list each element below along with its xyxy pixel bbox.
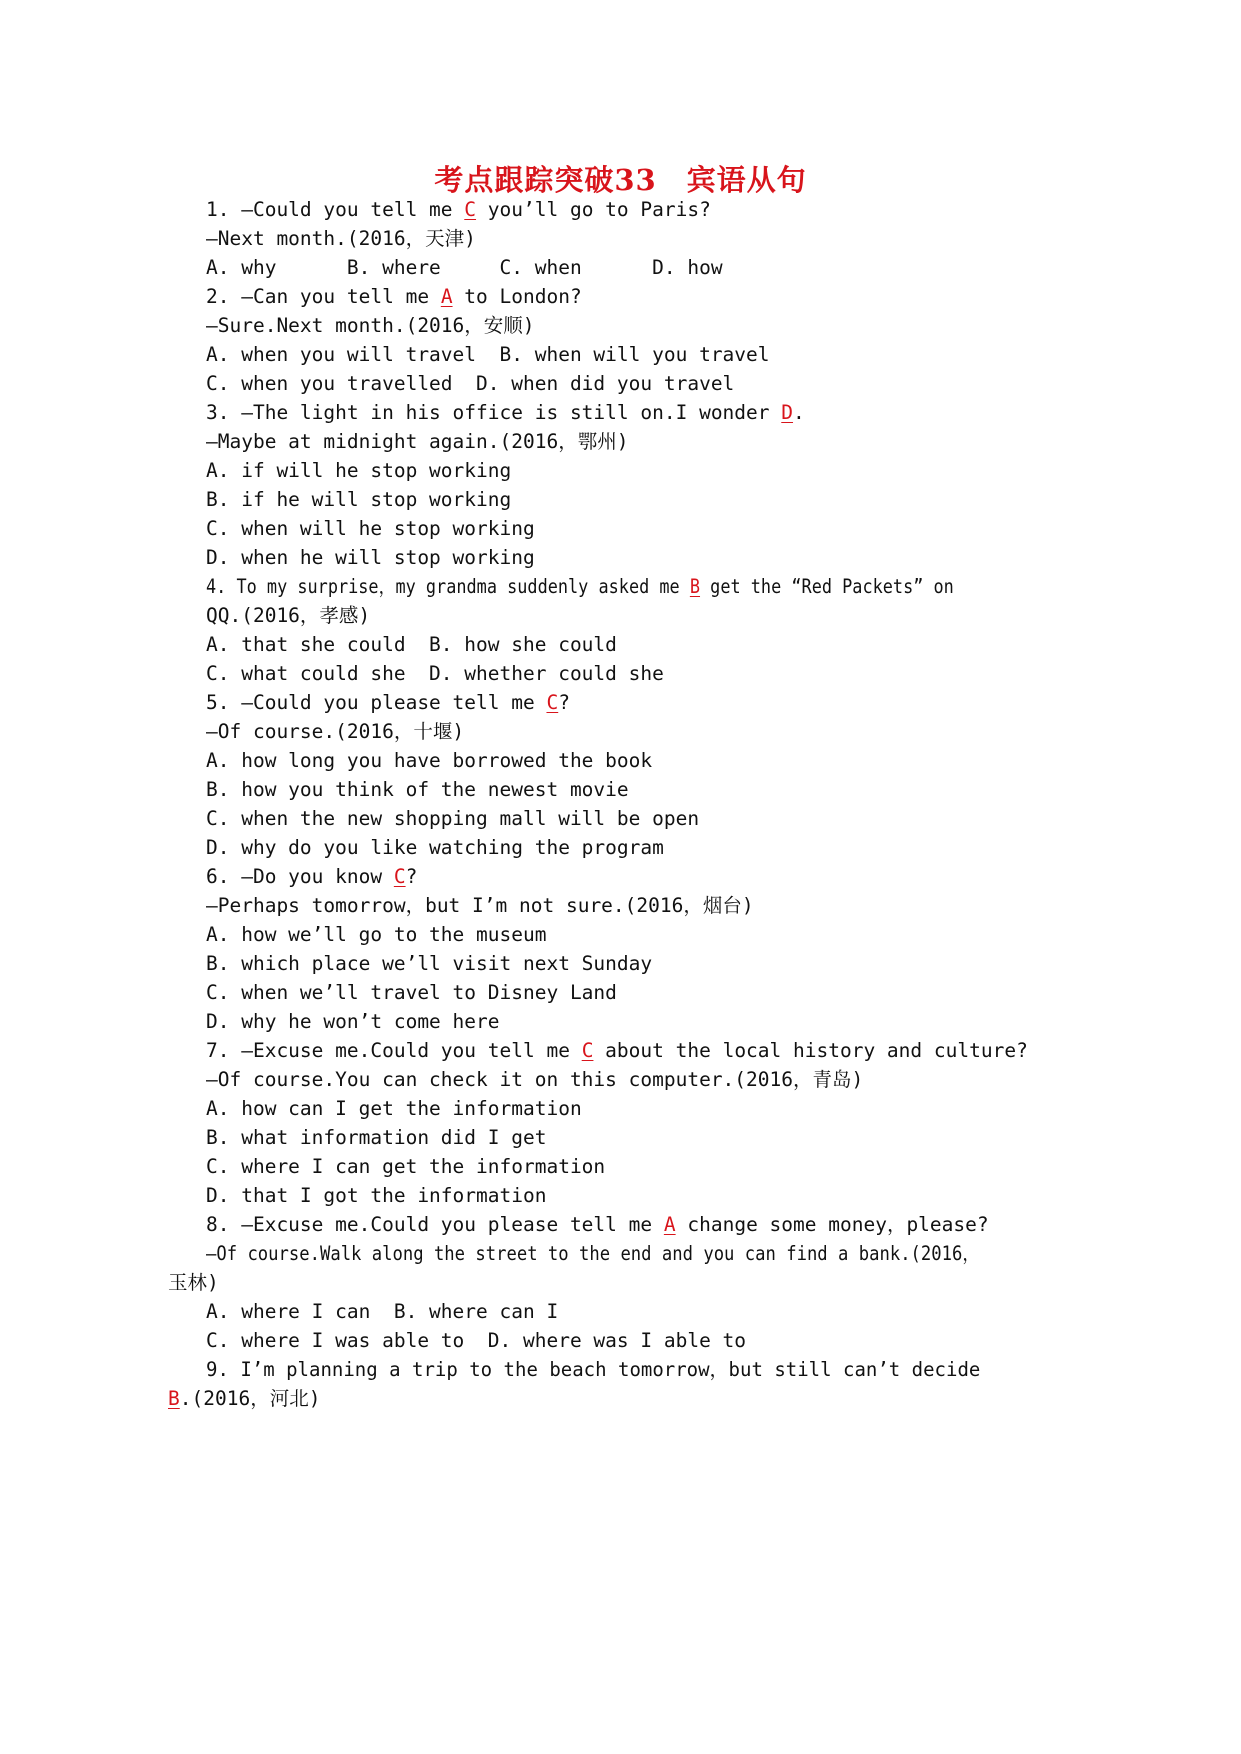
answer-mark: C — [464, 198, 477, 221]
line-text: change some money，please? — [675, 1213, 989, 1236]
answer-mark: C — [393, 865, 406, 888]
text-line — [206, 661, 664, 687]
line-text: D. why do you like watching the program — [206, 836, 664, 859]
line-text: 5. —Could you please tell me — [206, 691, 547, 714]
line-text: —Perhaps tomorrow，but I’m not sure.(2016，烟台) — [206, 894, 754, 917]
answer-mark: C — [546, 691, 559, 714]
line-text: A. how we’ll go to the museum — [206, 923, 547, 946]
line-text: D. that I got the information — [206, 1184, 547, 1207]
line-text: C. when the new shopping mall will be open — [206, 807, 700, 830]
text-line — [206, 255, 723, 281]
line-text: B. which place we’ll visit next Sunday — [206, 952, 653, 975]
line-text: —Sure.Next month.(2016，安顺) — [206, 314, 535, 337]
text-line — [206, 748, 652, 774]
answer-mark: C — [581, 1039, 594, 1062]
text-line — [206, 980, 617, 1006]
line-text: B. how you think of the newest movie — [206, 778, 629, 801]
text-line — [206, 574, 954, 600]
line-text: D. when he will stop working — [206, 546, 535, 569]
answer-mark: D — [781, 401, 794, 424]
line-text: 8. —Excuse me.Could you please tell me — [206, 1213, 664, 1236]
text-line — [206, 1067, 863, 1093]
text-line — [206, 1125, 546, 1151]
line-text: —Maybe at midnight again.(2016，鄂州) — [206, 430, 629, 453]
line-text: B. what information did I get — [206, 1126, 547, 1149]
line-text: 玉林) — [168, 1271, 219, 1294]
line-text: A. when you will travel B. when will you travel — [206, 343, 770, 366]
line-text: A. where I can B. where can I — [206, 1300, 559, 1323]
line-text: —Of course.You can check it on this computer.(2016，青岛) — [206, 1068, 864, 1091]
text-line — [168, 1270, 219, 1296]
text-line — [206, 226, 476, 252]
text-line — [206, 1038, 1028, 1064]
line-text: 1. —Could you tell me — [206, 198, 465, 221]
line-text: C. what could she D. whether could she — [206, 662, 664, 685]
text-line — [206, 429, 628, 455]
text-line — [206, 487, 511, 513]
line-text: ? — [558, 691, 570, 714]
line-text: ? — [405, 865, 418, 888]
line-text: 4. To my surprise，my grandma suddenly asked me — [206, 575, 690, 598]
text-line — [206, 1328, 746, 1354]
text-line — [206, 806, 699, 832]
line-text: C. when we’ll travel to Disney Land — [206, 981, 617, 1004]
line-text: A. how long you have borrowed the book — [206, 749, 653, 772]
text-line — [168, 1386, 320, 1412]
text-line — [206, 313, 535, 339]
line-text: B. if he will stop working — [206, 488, 512, 511]
line-text: .(2016，河北) — [179, 1387, 321, 1410]
page-title: 考点跟踪突破33 宾语从句 — [434, 163, 807, 197]
line-text: —Of course.Walk along the street to the end and you can find a bank.(2016， — [206, 1242, 980, 1265]
text-line — [206, 342, 770, 368]
line-text: to London? — [452, 285, 582, 308]
text-line — [206, 922, 546, 948]
text-line — [206, 545, 535, 571]
line-text: A. why B. where C. when D. how — [206, 256, 723, 279]
text-line — [206, 1299, 558, 1325]
answer-mark: B — [168, 1387, 180, 1410]
text-line — [206, 1009, 500, 1035]
line-text: you’ll go to Paris? — [476, 198, 711, 221]
line-text: C. when will he stop working — [206, 517, 535, 540]
line-text: A. that she could B. how she could — [206, 633, 617, 656]
line-text: 3. —The light in his office is still on.I wonder — [206, 401, 782, 424]
line-text: get the “Red Packets” on — [700, 575, 954, 598]
text-line — [206, 458, 511, 484]
text-line — [206, 516, 535, 542]
text-line — [206, 893, 754, 919]
answer-mark: A — [663, 1213, 676, 1236]
answer-mark: B — [689, 575, 701, 598]
text-line — [206, 1154, 605, 1180]
line-text: about the local history and culture? — [593, 1039, 1028, 1062]
text-line — [206, 1212, 989, 1238]
text-line — [206, 1241, 980, 1267]
line-text: 6. —Do you know — [206, 865, 394, 888]
text-line — [206, 719, 464, 745]
line-text: QQ.(2016，孝感) — [206, 604, 371, 627]
line-text: C. where I was able to D. where was I able to — [206, 1329, 747, 1352]
line-text: . — [793, 401, 805, 424]
line-text: 7. —Excuse me.Could you tell me — [206, 1039, 582, 1062]
text-line — [206, 951, 652, 977]
line-text: A. how can I get the information — [206, 1097, 582, 1120]
line-text: C. when you travelled D. when did you travel — [206, 372, 735, 395]
text-line — [206, 864, 417, 890]
text-line — [206, 690, 570, 716]
line-text: C. where I can get the information — [206, 1155, 606, 1178]
text-line — [206, 284, 582, 310]
line-text: —Next month.(2016，天津) — [206, 227, 476, 250]
text-line — [206, 371, 734, 397]
text-line — [206, 777, 629, 803]
text-line — [206, 197, 711, 223]
text-line — [206, 835, 664, 861]
text-line — [206, 1096, 582, 1122]
line-text: D. why he won’t come here — [206, 1010, 500, 1033]
line-text: —Of course.(2016，十堰) — [206, 720, 465, 743]
text-line — [206, 400, 805, 426]
text-line — [206, 1357, 980, 1383]
text-line — [206, 1183, 546, 1209]
text-line — [206, 632, 617, 658]
line-text: 9. I’m planning a trip to the beach tomorrow，but still can’t decide — [206, 1358, 981, 1381]
text-line — [206, 603, 370, 629]
line-text: 2. —Can you tell me — [206, 285, 441, 308]
line-text: A. if will he stop working — [206, 459, 512, 482]
answer-mark: A — [440, 285, 453, 308]
